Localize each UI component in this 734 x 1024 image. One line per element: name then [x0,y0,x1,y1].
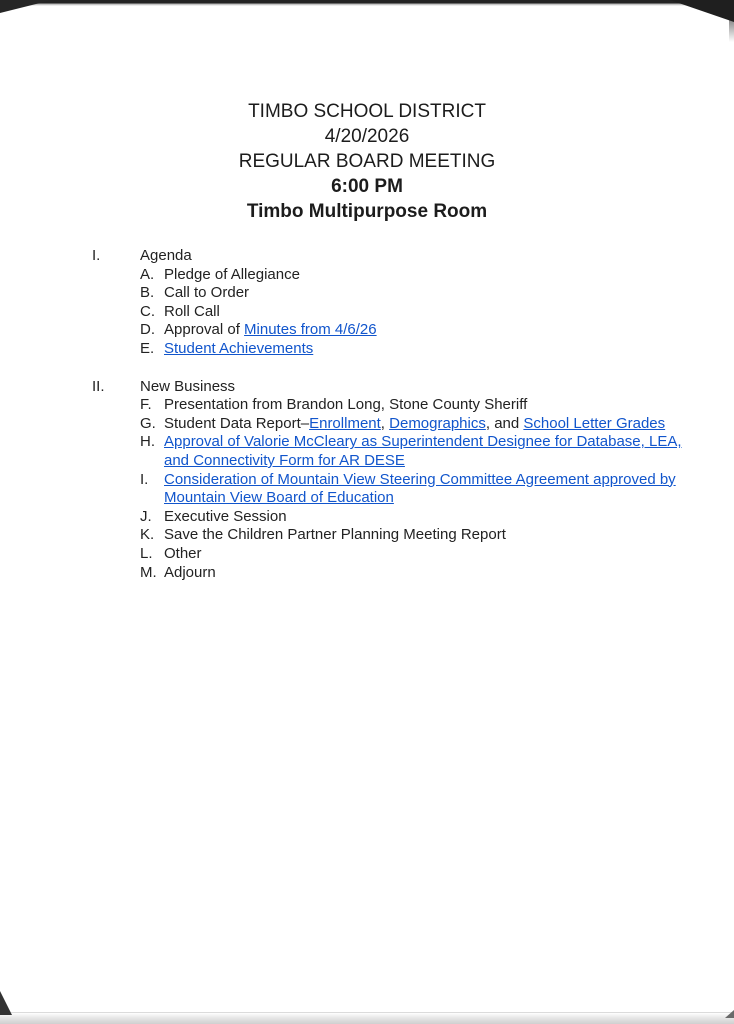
item-text-segment: Other [164,544,202,562]
item-text-segment: , and [485,414,524,432]
agenda-item [0,545,734,564]
item-letter: I. [140,470,149,488]
agenda-item [0,266,734,285]
agenda-item [0,303,734,322]
item-text [164,433,688,470]
scan-corner-bottom-left [0,991,12,1015]
agenda-item [0,321,734,340]
item-text-segment: Roll Call [164,302,220,320]
header-district: TIMBO SCHOOL DISTRICT [248,101,486,122]
item-letter: E. [140,339,155,357]
item-text [164,303,688,322]
scan-edge-bottom [0,1013,734,1024]
item-text [164,545,688,564]
item-letter: G. [140,414,156,432]
section-heading [0,378,734,397]
section-heading [0,247,734,266]
agenda-section [0,247,734,359]
item-text [164,266,688,285]
header-date: 4/20/2026 [324,126,410,147]
item-letter: M. [140,563,157,581]
agenda-section [0,378,734,583]
scan-edge-top [0,0,734,6]
item-letter: L. [140,544,153,562]
agenda-item [0,433,734,470]
section-numeral: II. [92,377,105,395]
item-text-segment: Adjourn [164,563,216,581]
item-text [164,284,688,303]
item-text [164,508,688,527]
section-title: New Business [140,377,236,395]
item-text [164,396,688,415]
item-text [164,526,688,545]
agenda-item [0,396,734,415]
item-letter: F. [140,396,152,414]
agenda-link[interactable]: Enrollment [309,414,381,432]
header-location: Timbo Multipurpose Room [246,201,488,222]
agenda-link[interactable]: School Letter Grades [523,414,666,432]
agenda-link[interactable]: Student Achievements [164,339,314,357]
item-text-segment: Presentation from Brandon Long, Stone County Sheriff [164,396,528,414]
agenda-item [0,415,734,434]
header-meeting-type: REGULAR BOARD MEETING [238,151,496,172]
item-text-segment: Student Data Report– [164,414,310,432]
item-text [164,321,688,340]
item-letter: D. [140,321,155,339]
section-title: Agenda [140,247,192,264]
item-text-segment: Executive Session [164,507,287,525]
agenda-item [0,284,734,303]
document-header [0,0,734,224]
item-text-segment: Approval of [164,321,245,339]
item-text-segment: Call to Order [164,284,250,302]
agenda-item [0,340,734,359]
agenda-item [0,564,734,583]
item-text [164,415,688,434]
item-text-segment: , [380,414,390,432]
agenda-link[interactable]: Minutes from 4/6/26 [244,321,377,339]
header-time: 6:00 PM [331,176,403,197]
agenda-item [0,526,734,545]
item-letter: K. [140,526,155,544]
item-letter: J. [140,507,152,525]
item-text-segment: Save the Children Partner Planning Meeting Report [164,526,506,544]
item-text [164,471,688,508]
agenda-link[interactable]: Consideration of Mountain View Steering Committee Agreement approved by Mountain View Board of Education [164,470,676,507]
section-numeral: I. [92,247,101,264]
agenda-item [0,508,734,527]
item-letter: B. [140,284,155,302]
item-letter: A. [140,265,155,283]
item-text [164,564,688,583]
item-letter: C. [140,302,155,320]
item-text-segment: Pledge of Allegiance [164,265,300,283]
item-text [164,340,688,359]
agenda-link[interactable]: Approval of Valorie McCleary as Superintendent Designee for Database, LEA, and Connectivity Form for AR DESE [164,433,682,469]
agenda-link[interactable]: Demographics [389,414,486,432]
agenda-outline [0,247,734,582]
item-letter: H. [140,433,155,451]
agenda-item [0,471,734,508]
